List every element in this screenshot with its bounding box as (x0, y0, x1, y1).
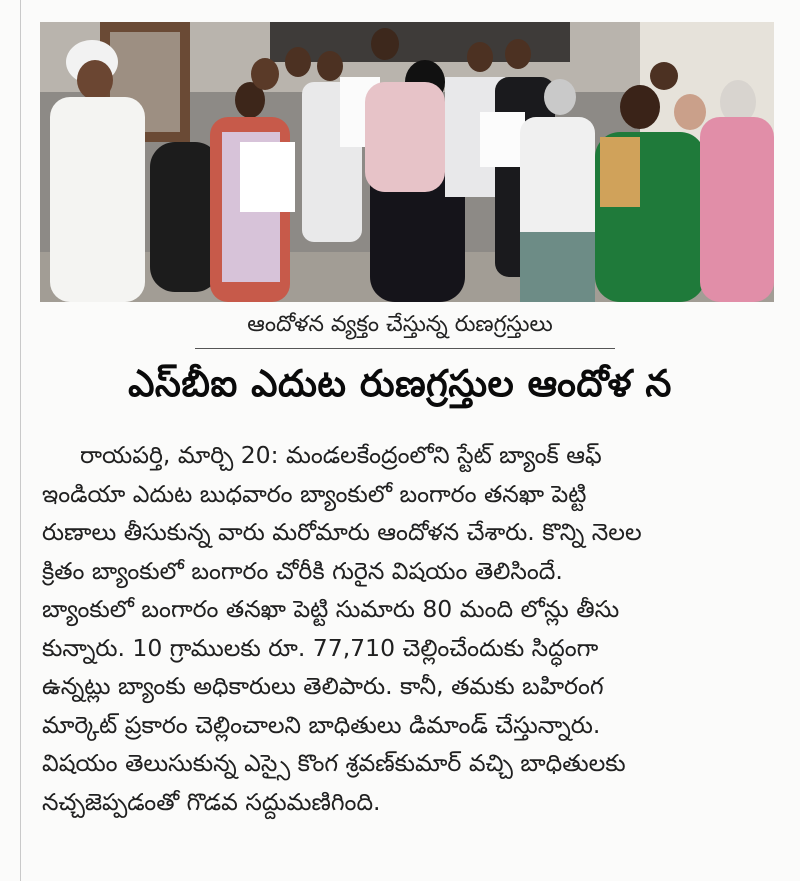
body-line: మార్కెట్ ప్రకారం చెల్లించాలని బాధితులు డిమాండ్ చేస్తున్నారు. (42, 710, 601, 739)
body-line: రుణాలు తీసుకున్న వారు మరోమారు ఆందోళన చేశారు. కొన్ని నెలల (42, 518, 642, 546)
body-line: నచ్చజెప్పడంతో గొడవ సద్దుమణిగింది. (42, 787, 381, 816)
headline: ఎస్‌బీఐ ఎదుట రుణగ్రస్తుల ఆందోళ న (128, 362, 672, 405)
body-line: క్రితం బ్యాంకులో బంగారం చోరీకి గురైన విషయం తెలిసిందే. (42, 556, 563, 585)
news-photo (40, 22, 774, 302)
photo-caption: ఆందోళన వ్యక్తం చేస్తున్న రుణగ్రస్తులు (247, 312, 553, 337)
body-line: కున్నారు. 10 గ్రాములకు రూ. 77,710 చెల్లించేందుకు సిద్ధంగా (42, 633, 599, 662)
body-line: విషయం తెలుసుకున్న ఎస్సై కొంగ శ్రవణ్‌కుమార్ వచ్చి బాధితులకు (42, 749, 626, 777)
body-line: బ్యాంకులో బంగారం తనఖా పెట్టి సుమారు 80 మంది లోన్లు తీసు (42, 595, 620, 623)
article-body (42, 436, 782, 821)
caption-underline (195, 348, 615, 349)
body-line: ఇండియా ఎదుట బుధవారం బ్యాంకులో బంగారం తనఖా పెట్టి (42, 479, 587, 508)
column-rule (20, 0, 21, 881)
body-line: రాయపర్తి, మార్చి 20: మండలకేంద్రంలోని స్టేట్ బ్యాంక్ ఆఫ్ (80, 441, 602, 469)
body-line: ఉన్నట్లు బ్యాంకు అధికారులు తెలిపారు. కానీ, తమకు బహిరంగ (42, 672, 604, 700)
protest-photo-image (40, 22, 774, 302)
